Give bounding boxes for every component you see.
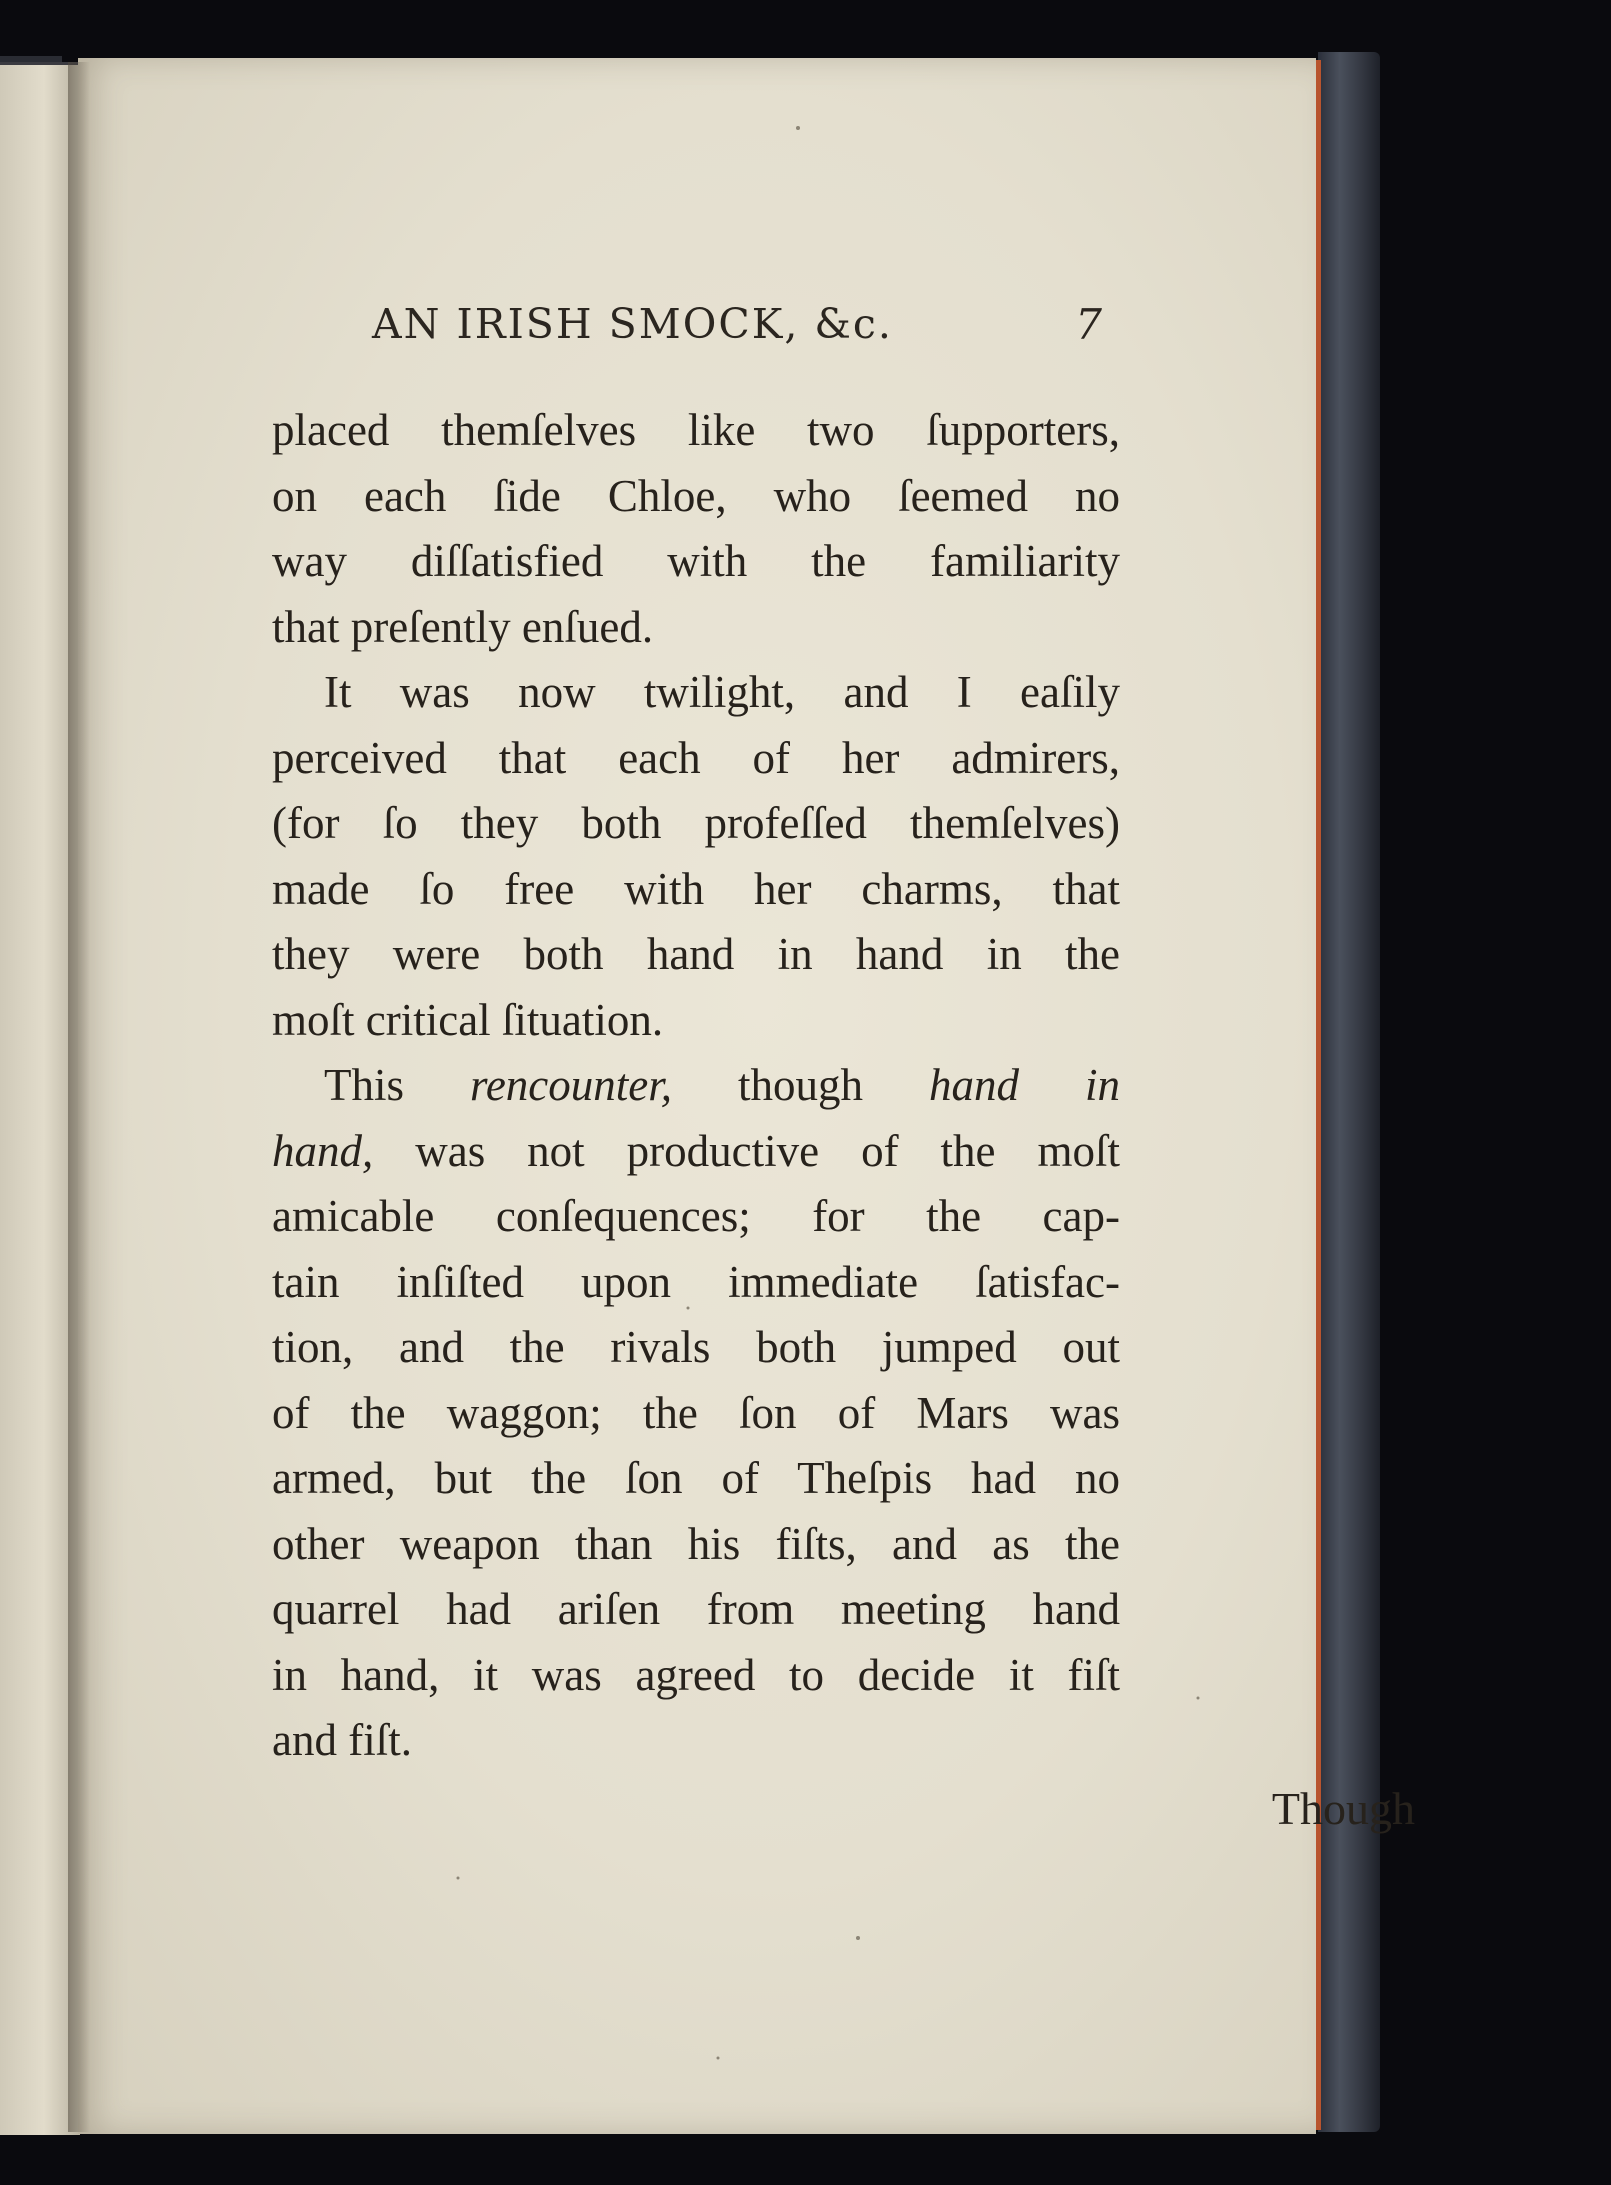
text-line	[272, 1250, 1120, 1316]
text-line	[272, 464, 1120, 530]
text-segment: was not productive of the moſt	[373, 1125, 1120, 1176]
text-line	[272, 529, 1120, 595]
text-line	[272, 1184, 1120, 1250]
text-line	[272, 660, 1120, 726]
text-segment: in hand, it was agreed to decide it fiſt	[272, 1649, 1120, 1700]
text-segment: though	[672, 1060, 929, 1110]
italic-segment: hand in	[929, 1060, 1120, 1110]
text-segment: amicable conſequences; for the cap-	[272, 1191, 1120, 1241]
gutter-shadow	[68, 62, 90, 2132]
text-segment: moſt critical ſituation.	[272, 994, 664, 1045]
text-line	[272, 398, 1120, 464]
text-segment: on each ſide Chloe, who ſeemed no	[272, 470, 1120, 521]
text-line	[272, 922, 1120, 988]
text-segment: of the waggon; the ſon of Mars was	[272, 1387, 1120, 1438]
text-segment: armed, but the ſon of Theſpis had no	[272, 1453, 1120, 1503]
italic-segment: hand,	[272, 1125, 374, 1176]
italic-segment: rencounter,	[469, 1060, 673, 1110]
text-line	[272, 1119, 1120, 1185]
text-segment: way diſſatisfied with the familiarity	[272, 536, 1120, 586]
text-line	[272, 1512, 1120, 1578]
text-line	[272, 595, 1120, 661]
text-line	[272, 1381, 1120, 1447]
text-line	[272, 857, 1120, 923]
text-segment: quarrel had ariſen from meeting hand	[272, 1584, 1120, 1634]
text-segment: tain inſiſted upon immediate ſatisfac-	[272, 1256, 1120, 1307]
running-title: AN IRISH SMOCK, &c.	[372, 300, 893, 348]
text-line	[272, 791, 1120, 857]
text-segment: and fiſt.	[272, 1715, 412, 1765]
text-segment: (for ſo they both profeſſed themſelves)	[272, 798, 1120, 848]
text-segment: placed themſelves like two ſupporters,	[272, 405, 1120, 455]
running-head	[292, 300, 1112, 360]
text-line	[272, 988, 1120, 1054]
text-line	[272, 1446, 1120, 1512]
text-segment: tion, and the rivals both jumped out	[272, 1322, 1120, 1372]
text-segment: that preſently enſued.	[272, 601, 654, 652]
text-line	[272, 1315, 1120, 1381]
text-line	[272, 1708, 1120, 1774]
text-segment: they were both hand in hand in the	[272, 929, 1120, 979]
text-segment: perceived that each of her admirers,	[272, 732, 1120, 783]
text-line	[272, 1053, 1120, 1119]
text-segment: other weapon than his fiſts, and as the	[272, 1518, 1120, 1569]
text-line	[272, 1577, 1120, 1643]
text-segment: It was now twilight, and I eaſily	[324, 667, 1120, 717]
page-number: 7	[1075, 300, 1102, 349]
text-line	[272, 1643, 1120, 1709]
text-line	[272, 726, 1120, 792]
body-text	[272, 398, 1120, 1774]
catchword: Though	[1271, 1783, 1415, 1834]
text-segment: This	[324, 1060, 470, 1110]
text-segment: made ſo free with her charms, that	[272, 863, 1120, 914]
